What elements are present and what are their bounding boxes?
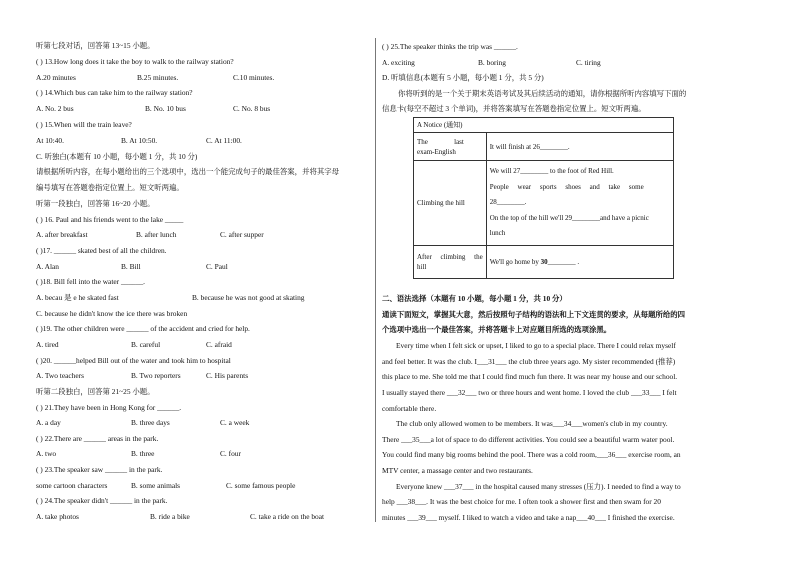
partD-instruction-2: 信息卡(每空不超过 3 个单词)，并将答案填写在答题卷指定位置上。短文听两遍。 bbox=[382, 104, 646, 113]
q20-option-c[interactable]: C. His parents bbox=[206, 371, 249, 380]
passage-line-8: You could find many big rooms behind the pool. There was a cold room,___36___ exercise room, an bbox=[382, 450, 681, 459]
q14-stem: ( ) 14.Which bus can take him to the railway station? bbox=[36, 88, 193, 97]
passage-line-3: this place to me. She told me that I could find much fun there. It was near my house and our school. bbox=[382, 372, 678, 381]
passage-line-9: MTV center, a massage center and two restaurants. bbox=[382, 466, 533, 475]
passage-line-10: Everyone knew ___37___ in the hospital caused many stresses (压力). I needed to find a way to bbox=[396, 482, 681, 491]
q25-option-b[interactable]: B. boring bbox=[478, 58, 506, 67]
partC-header: C. 听独白(本题有 10 小题，每小题 1 分，共 10 分) bbox=[36, 152, 198, 161]
notice-row1-label-line2: exam-English bbox=[417, 147, 456, 156]
q21-option-b[interactable]: B. three days bbox=[131, 418, 170, 427]
notice-title: A Notice (通知) bbox=[414, 118, 674, 133]
q23-option-c[interactable]: C. some famous people bbox=[226, 481, 296, 490]
passage-line-2: and feel better. It was the club. I___31___ the club three years ago. My sister recommended (推荐) bbox=[382, 357, 676, 366]
passage-line-12: minutes ___39___ myself. I liked to watch a video and take a nap___40___ I finished the exercise. bbox=[382, 513, 675, 522]
section2-header: 二、语法选择（本题有 10 小题，每小题 1 分，共 10 分） bbox=[382, 294, 567, 303]
q18-option-a[interactable]: A. becau 是 e he skated fast bbox=[36, 293, 119, 302]
section2-instruction-1: 通读下面短文，掌握其大意，然后按照句子结构的语法和上下文连贯的要求，从每题所给的四 bbox=[382, 310, 686, 319]
q15-option-c[interactable]: C. At 11:00. bbox=[206, 136, 242, 145]
q13-option-a[interactable]: A.20 minutes bbox=[36, 73, 76, 82]
notice-row1-blank-26[interactable]: It will finish at 26________. bbox=[486, 133, 673, 161]
q15-option-b[interactable]: B. At 10:50. bbox=[121, 136, 158, 145]
q16-stem: ( ) 16. Paul and his friends went to the lake _____ bbox=[36, 215, 184, 224]
passage-line-5: comfortable there. bbox=[382, 404, 437, 413]
q18-option-b[interactable]: B. because he was not good at skating bbox=[192, 293, 305, 302]
q23-stem: ( ) 23.The speaker saw ______ in the park. bbox=[36, 465, 163, 474]
notice-table bbox=[413, 117, 674, 279]
q25-option-a[interactable]: A. exciting bbox=[382, 58, 415, 67]
partC-instruction-1: 请根据所听内容，在每小题给出的三个选项中，选出一个能完成句子的最佳答案，并将其字母 bbox=[36, 167, 340, 176]
q22-option-b[interactable]: B. three bbox=[131, 449, 155, 458]
q14-option-b[interactable]: B. No. 10 bus bbox=[145, 104, 186, 113]
q22-option-a[interactable]: A. two bbox=[36, 449, 57, 458]
section7-header: 听第七段对话，回答第 13~15 小题。 bbox=[36, 41, 155, 50]
notice-blank-29[interactable]: On the top of the hill we'll 29________and have a picnic bbox=[489, 213, 649, 222]
q19-option-b[interactable]: B. careful bbox=[131, 340, 161, 349]
passage-line-4: I usually stayed there ___32___ two or three hours and went home. I loved the club ___33___ I felt bbox=[382, 388, 677, 397]
partD-instruction-1: 你将听到的是一个关于期末英语考试及其后续活动的通知，请你根据所听内容填写下面的 bbox=[398, 89, 687, 98]
q17-option-b[interactable]: B. Bill bbox=[121, 262, 141, 271]
notice-row3-label bbox=[414, 245, 487, 278]
q19-stem: ( )19. The other children were ______ of the accident and cried for help. bbox=[36, 324, 250, 333]
q15-option-a[interactable]: At 10:40. bbox=[36, 136, 64, 145]
q17-option-c[interactable]: C. Paul bbox=[206, 262, 228, 271]
q20-stem: ( )20. ______helped Bill out of the water and took him to hospital bbox=[36, 356, 231, 365]
q24-option-a[interactable]: A. take photos bbox=[36, 512, 79, 521]
q16-option-a[interactable]: A. after breakfast bbox=[36, 230, 88, 239]
passage-line-7: There ___35___a lot of space to do different activities. You could see a beautiful warm water pool. bbox=[382, 435, 675, 444]
monologue1-header: 听第一段独白，回答第 16~20 小题。 bbox=[36, 199, 155, 208]
q14-option-c[interactable]: C. No. 8 bus bbox=[233, 104, 271, 113]
notice-row3-text-pre: We'll go home by bbox=[489, 257, 541, 266]
q17-stem: ( )17. ______ skated best of all the children. bbox=[36, 246, 167, 255]
q21-option-a[interactable]: A. a day bbox=[36, 418, 61, 427]
notice-row2-line2: People wear sports shoes and take some bbox=[489, 182, 644, 191]
notice-row3-label-line2: hill bbox=[417, 262, 427, 271]
notice-row2-content bbox=[486, 161, 673, 246]
q18-stem: ( )18. Bill fell into the water ______. bbox=[36, 277, 145, 286]
q22-stem: ( ) 22.There are ______ areas in the park. bbox=[36, 434, 159, 443]
passage-line-11: help ___38___. It was the best choice for me. I often took a shower first and then swam for 20 bbox=[382, 497, 661, 506]
q18-option-c[interactable]: C. because he didn't know the ice there was broken bbox=[36, 309, 188, 318]
notice-row3-label-line1: After climbing the bbox=[417, 252, 483, 261]
notice-blank-28[interactable]: 28________. bbox=[489, 198, 527, 206]
notice-row1-label bbox=[414, 133, 487, 161]
q15-stem: ( ) 15.When will the train leave? bbox=[36, 120, 132, 129]
q13-stem: ( ) 13.How long does it take the boy to walk to the railway station? bbox=[36, 57, 234, 66]
q14-option-a[interactable]: A. No. 2 bus bbox=[36, 104, 74, 113]
q24-option-c[interactable]: C. take a ride on the boat bbox=[250, 512, 325, 521]
q13-option-c[interactable]: C.10 minutes. bbox=[233, 73, 275, 82]
q23-option-a[interactable]: some cartoon characters bbox=[36, 481, 108, 490]
q17-option-a[interactable]: A. Alan bbox=[36, 262, 59, 271]
notice-row3-number: 30 bbox=[540, 257, 548, 266]
notice-row1-label-line1: The last bbox=[417, 137, 464, 146]
passage-line-6: The club only allowed women to be members. It was___34___women's club in my country. bbox=[396, 419, 668, 428]
notice-row3-text-post: ________ . bbox=[547, 257, 580, 266]
q13-option-b[interactable]: B.25 minutes. bbox=[137, 73, 179, 82]
q16-option-c[interactable]: C. after supper bbox=[220, 230, 264, 239]
q24-option-b[interactable]: B. ride a bike bbox=[150, 512, 190, 521]
q25-option-c[interactable]: C. tiring bbox=[576, 58, 601, 67]
column-divider bbox=[375, 38, 376, 522]
notice-row2-label: Climbing the hill bbox=[414, 161, 487, 246]
q24-stem: ( ) 24.The speaker didn't ______ in the park. bbox=[36, 496, 168, 505]
notice-row2-line5: lunch bbox=[489, 229, 506, 237]
q20-option-b[interactable]: B. Two reporters bbox=[131, 371, 181, 380]
q20-option-a[interactable]: A. Two teachers bbox=[36, 371, 84, 380]
q23-option-b[interactable]: B. some animals bbox=[131, 481, 181, 490]
q19-option-a[interactable]: A. tired bbox=[36, 340, 59, 349]
q22-option-c[interactable]: C. four bbox=[220, 449, 241, 458]
q21-option-c[interactable]: C. a week bbox=[220, 418, 250, 427]
section2-instruction-2: 个选项中选出一个最佳答案，并将答题卡上对应题目所选的选项涂黑。 bbox=[382, 325, 612, 334]
q16-option-b[interactable]: B. after lunch bbox=[136, 230, 177, 239]
partC-instruction-2: 编号填写在答题卷指定位置上。短文听两遍。 bbox=[36, 183, 184, 192]
q21-stem: ( ) 21.They have been in Hong Kong for ______. bbox=[36, 403, 182, 412]
partD-header: D. 听填信息(本题有 5 小题，每小题 1 分，共 5 分) bbox=[382, 73, 544, 82]
q25-stem: ( ) 25.The speaker thinks the trip was ______. bbox=[382, 42, 518, 51]
passage-line-1: Every time when I felt sick or upset, I liked to go to a special place. There I could relax myself bbox=[396, 341, 676, 350]
q19-option-c[interactable]: C. afraid bbox=[206, 340, 232, 349]
notice-blank-27[interactable]: We will 27________ to the foot of Red Hill. bbox=[489, 167, 614, 175]
monologue2-header: 听第二段独白，回答第 21~25 小题。 bbox=[36, 387, 155, 396]
notice-blank-30[interactable] bbox=[486, 245, 673, 278]
